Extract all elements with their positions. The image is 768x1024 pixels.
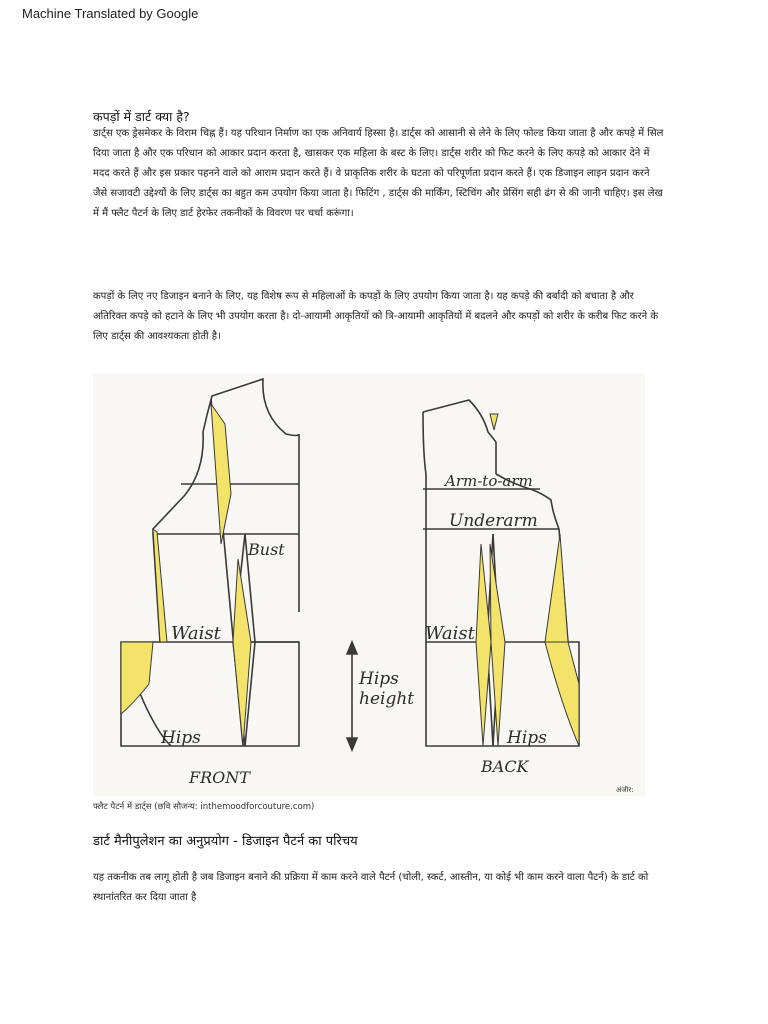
front-shoulder-dart — [211, 404, 231, 544]
front-waist-label: Waist — [171, 623, 221, 644]
back-hip-dart — [545, 642, 579, 746]
figure-caption: फ्लैट पैटर्न में डार्ट्स (छवि सौजन्य: inthemoodforcouture.com) — [93, 802, 315, 812]
usage-paragraph: कपड़ों के लिए नए डिजाइन बनाने के लिए, यह विशेष रूप से महिलाओं के कपड़ों के लिए उपयोग किया जाता है। यह कपड़े की बर्बादी को बचाता है और अतिरिक्त कपड़े को हटाने के लिए भी उपयोग करता है। दो-आयामी आकृतियों को त्रि-आयामी आकृतियों में बदलने और कपड़ों को शरीर के करीब फिट करने के लिए डार्ट्स की आवश्यकता होती है। — [93, 291, 659, 342]
section-heading: कपड़ों में डार्ट क्या है? — [93, 109, 190, 124]
front-darts-highlight — [121, 404, 251, 746]
figure-label: अंजीर: — [616, 786, 634, 794]
back-title: BACK — [481, 757, 529, 776]
front-side-dart — [153, 529, 167, 642]
back-waist-dart — [476, 544, 491, 746]
front-hip-dart-left — [121, 642, 153, 714]
front-hips-label: Hips — [161, 728, 201, 748]
hips-height-label-1: Hips — [359, 669, 399, 689]
dart-pattern-drawing — [93, 374, 645, 796]
back-darts-highlight — [476, 414, 579, 746]
front-title: FRONT — [189, 768, 250, 787]
front-bust-label: Bust — [248, 540, 285, 559]
intro-paragraph: डार्ट्स एक ड्रेसमेकर के विराम चिह्न हैं। यह परिधान निर्माण का एक अनिवार्य हिस्सा है। डार्ट्स को आसानी से लेने के लिए फोल्ड किया जाता है और कपड़े में सिल दिया जाता है और एक परिधान को आकार प्रदान करता है, खासकर एक महिला के बस्ट के लिए। डार्ट्स शरीर को फिट करने के लिए कपड़े को आकार देने में मदद करते हैं और इस प्रकार पहनने वाले को आराम प्रदान करते हैं। वे प्राकृतिक शरीर के घटता को परिपूर्णता प्रदान करते हैं। एक डिजाइन लाइन प्रदान करने जैसे सजावटी उद्देश्यों के लिए डार्ट्स का बहुत कम उपयोग किया जाता है। फिटिंग , डार्ट्स की मार्किंग, स्टिचिंग और प्रेसिंग सही ढंग से की जानी चाहिए। इस लेख में मैं फ्लैट पैटर्न के लिए डार्ट हेरफेर तकनीकों के विवरण पर चर्चा करूंगा। — [93, 128, 664, 219]
subsection-heading: डार्ट मैनीपुलेशन का अनुप्रयोग - डिजाइन पैटर्न का परिचय — [93, 834, 358, 849]
back-waist-dart-2 — [490, 544, 505, 746]
hips-height-arrow — [347, 642, 357, 750]
back-underarm-label: Underarm — [449, 511, 538, 531]
back-waist-label: Waist — [425, 623, 475, 644]
front-bodice — [121, 379, 299, 746]
back-shoulder-dart — [490, 414, 498, 430]
machine-translation-banner: Machine Translated by Google — [22, 6, 199, 21]
back-hips-label: Hips — [507, 728, 547, 748]
back-arm-to-arm-label: Arm-to-arm — [445, 472, 533, 490]
technique-paragraph: यह तकनीक तब लागू होती है जब डिजाइन बनाने की प्रक्रिया में काम करने वाले पैटर्न (चोली, स्कर्ट, आस्तीन, या कोई भी काम करने वाला पैटर्न) के डार्ट को स्थानांतरित कर दिया जाता है — [93, 872, 649, 903]
dart-pattern-figure — [93, 374, 645, 796]
back-side-dart — [545, 534, 568, 642]
hips-height-label-2: height — [359, 689, 415, 709]
